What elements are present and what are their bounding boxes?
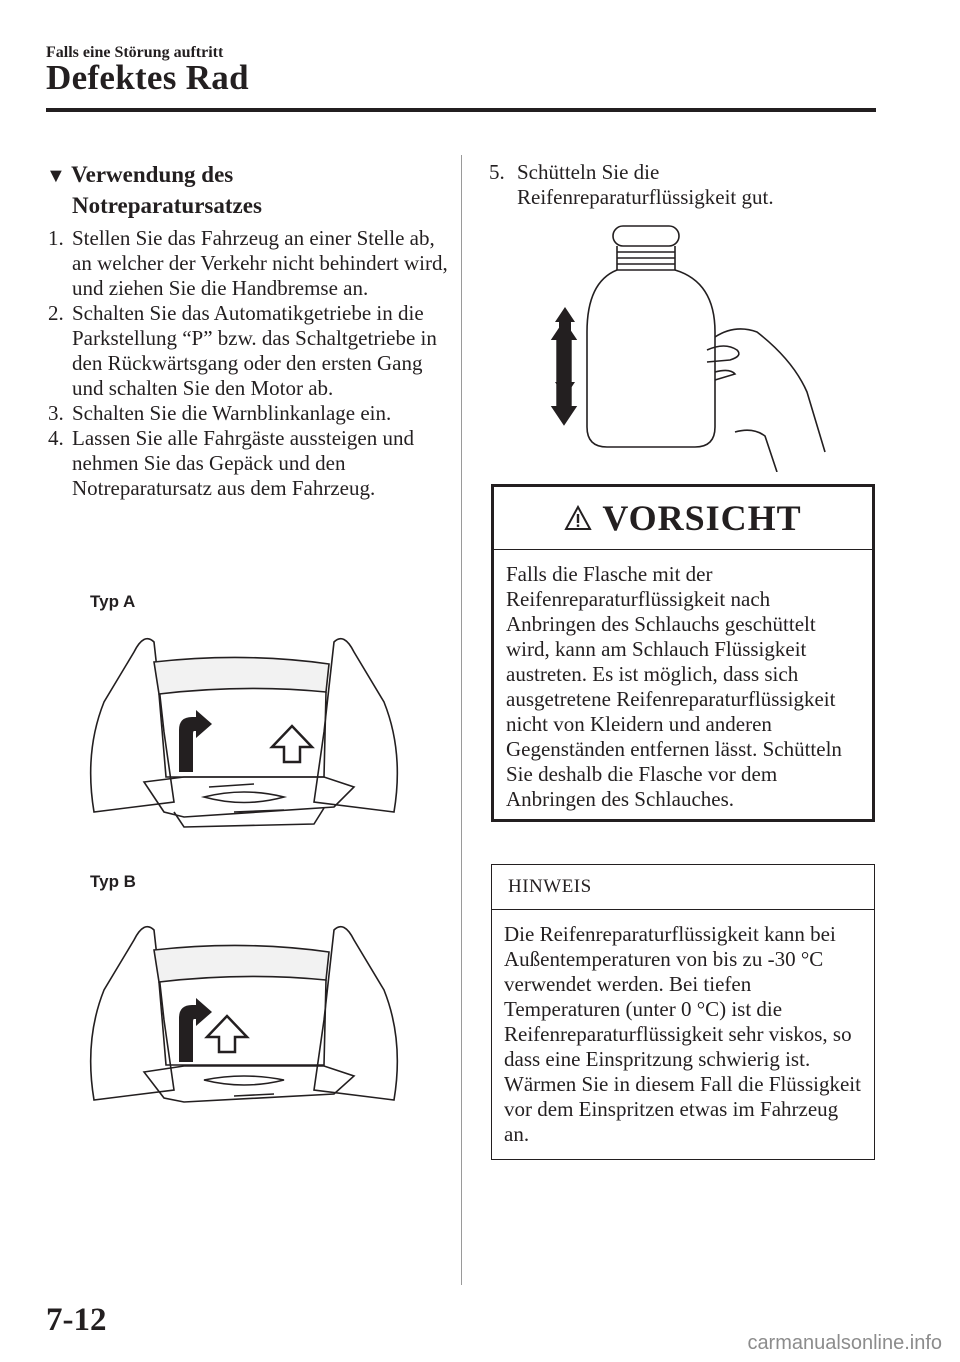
note-text: Die Reifenreparaturflüssigkeit kann bei Außentemperaturen von bis zu -30 °C verwendet werden. Bei tiefen Temperaturen (unter 0 °C) ist die Reifenreparaturflüssigkeit sehr viskos, so dass eine Einspritzung schwierig ist. Wärmen Sie in diesem Fall die Flüssigkeit vor dem Einspritzen etwas im Fahrzeug an. [504, 922, 861, 1146]
page-title: Defektes Rad [46, 58, 249, 97]
step-item: 2. Schalten Sie das Automatikgetriebe in die Parkstellung “P” bzw. das Schaltgetriebe in den Rückwärtsgang oder den ersten Gang und schalten Sie den Motor ab. [48, 301, 437, 400]
watermark: carmanualsonline.info [747, 1332, 942, 1354]
shake-bottle-illustration [525, 222, 845, 472]
step-5: 5. Schütteln Sie die Reifenreparaturflüssigkeit gut. [489, 160, 774, 209]
note-title: HINWEIS [492, 865, 874, 910]
caution-header [494, 487, 872, 550]
caution-box [491, 484, 875, 822]
section-title-line1: Verwendung des [71, 162, 234, 187]
trunk-typ-a-illustration [84, 612, 404, 832]
figure-label-typ-b: Typ B [90, 872, 136, 891]
warning-triangle-icon [564, 505, 592, 531]
steps-list [48, 226, 448, 501]
page-number: 7-12 [46, 1302, 107, 1338]
section-title [46, 160, 446, 220]
caution-text: Falls die Flasche mit der Reifenreparaturflüssigkeit nach Anbringen des Schlauchs geschüttelt wird, kann am Schlauch Flüssigkeit austreten. Es ist möglich, dass sich ausgetretene Reifenreparaturflüssigkeit nicht von Kleidern und anderen Gegenständen entfernen lässt. Schütteln Sie deshalb die Flasche vor dem Anbringen des Schlauches. [506, 562, 842, 811]
chapter-label: Falls eine Störung auftritt [46, 44, 224, 61]
column-divider [461, 155, 462, 1285]
step-item: 3. Schalten Sie die Warnblinkanlage ein. [48, 401, 392, 425]
section-title-line2: Notreparatursatzes [72, 193, 262, 218]
figure-label-typ-a: Typ A [90, 592, 136, 611]
triangle-marker-icon: ▼ [46, 165, 66, 187]
caution-title: VORSICHT [602, 498, 802, 538]
step-item: 1. Stellen Sie das Fahrzeug an einer Stelle ab, an welcher der Verkehr nicht behindert wird, und ziehen Sie die Handbremse an. [48, 226, 448, 300]
step-item: 4. Lassen Sie alle Fahrgäste aussteigen und nehmen Sie das Gepäck und den Notreparatursatz aus dem Fahrzeug. [48, 426, 414, 500]
note-box [491, 864, 875, 1160]
trunk-typ-b-illustration [84, 900, 404, 1120]
header-rule [46, 108, 876, 112]
